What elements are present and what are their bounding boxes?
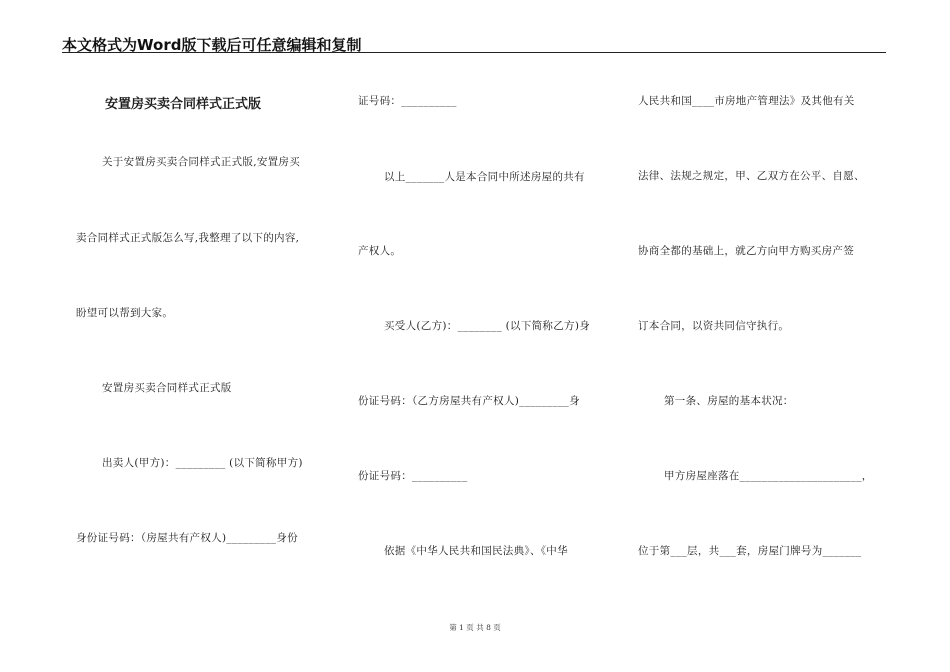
paragraph-line: 产权人。 [358, 245, 402, 257]
paragraph-line: 份证号码：（乙方房屋共有产权人)_________身 [358, 395, 580, 407]
document-header: 本文格式为Word版下载后可任意编辑和复制 [62, 36, 362, 54]
paragraph-line: 盼望可以帮到大家。 [76, 307, 174, 319]
paragraph-line: 份证号码：__________ [358, 470, 468, 482]
header-divider [62, 52, 886, 53]
paragraph-line: 位于第___层，共___套，房屋门牌号为_______ [638, 545, 862, 557]
paragraph-line: 卖合同样式正式版怎么写,我整理了以下的内容, [76, 232, 300, 244]
paragraph-line: 依据《中华人民共和国民法典》、《中华 [384, 545, 568, 557]
page-number: 第 1 页 共 8 页 [449, 623, 501, 632]
section-heading: 第一条、房屋的基本状况： [664, 395, 794, 407]
paragraph-line: 订本合同，以资共同信守执行。 [638, 320, 790, 332]
paragraph-line: 证号码：__________ [358, 95, 457, 107]
paragraph-line: 协商全都的基础上，就乙方向甲方购买房产签 [638, 245, 854, 257]
document-title: 安置房买卖合同样式正式版 [105, 97, 262, 112]
paragraph-line: 身份证号码：（房屋共有产权人)_________身份 [76, 532, 298, 544]
paragraph-line: 关于安置房买卖合同样式正式版,安置房买 [102, 156, 301, 168]
paragraph-line: 人民共和国____市房地产管理法》及其他有关 [638, 95, 855, 107]
paragraph-line: 买受人(乙方)：________ (以下简称乙方)身 [384, 320, 591, 332]
paragraph-line: 法律、法规之规定，甲、乙双方在公平、自愿、 [638, 170, 865, 182]
paragraph-line: 甲方房屋座落在______________________， [664, 470, 873, 482]
section-heading: 安置房买卖合同样式正式版 [102, 382, 232, 394]
paragraph-line: 以上_______人是本合同中所述房屋的共有 [384, 171, 585, 183]
paragraph-line: 出卖人(甲方)：_________ (以下简称甲方) [102, 457, 303, 469]
